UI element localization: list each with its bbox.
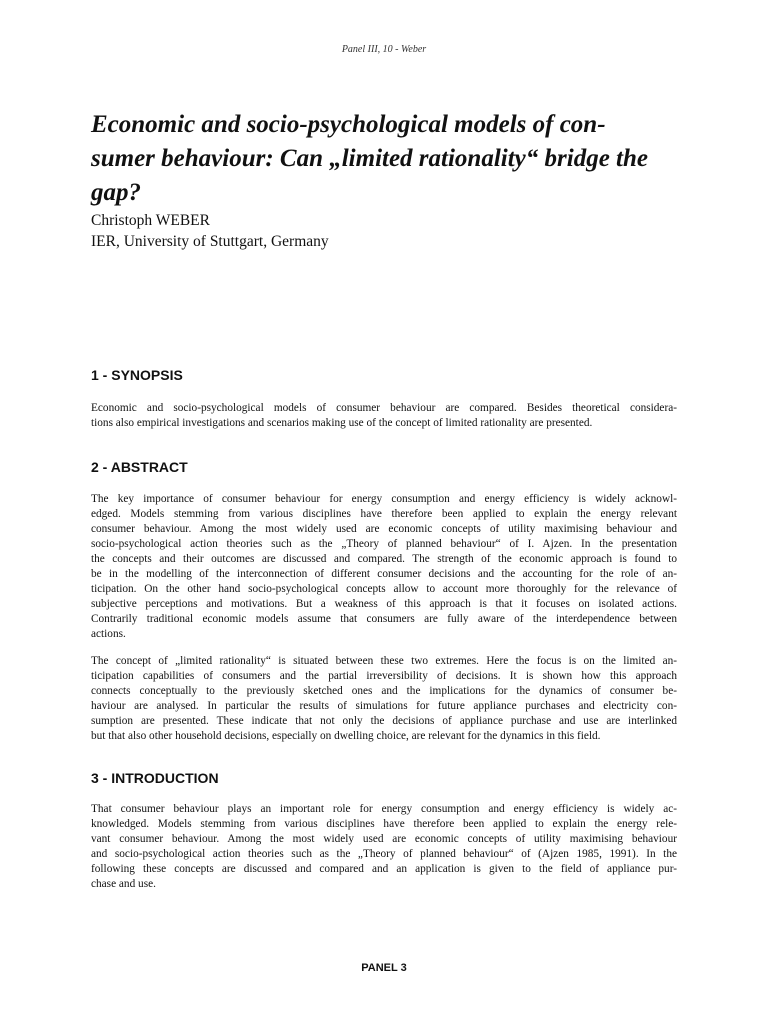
text-line: subjective perceptions and motivations. But a weakness of this approach is that it focuses on isolated actions. xyxy=(91,598,677,610)
text-line: ticipation capabilities of consumers and the partial irreversibility of decisions. It is shown how this approach xyxy=(91,670,677,682)
paragraph-abstract-2 xyxy=(91,654,677,744)
text-line: ticipation. On the other hand socio-psychological concepts allow to account more thoroughly for the relevance of xyxy=(91,583,677,595)
paper-title xyxy=(91,108,681,210)
text-line: haviour are analysed. In particular the results of simulations for future appliance purchases and electricity con- xyxy=(91,700,677,712)
text-line: tions also empirical investigations and scenarios making use of the concept of limited rationality are presented. xyxy=(91,417,593,429)
author-block xyxy=(91,210,329,252)
text-line: and socio-psychological action theories such as the „Theory of planned behaviour“ of (Ajzen 1985, 1991). In the xyxy=(91,848,677,860)
page-footer: PANEL 3 xyxy=(361,962,407,974)
section-heading-abstract: 2 - ABSTRACT xyxy=(91,459,188,475)
text-line: vant consumer behaviour. Among the most widely used are economic concepts of utility maximising behaviour xyxy=(91,833,677,845)
text-line: edged. Models stemming from various disciplines have therefore been applied to explain the energy relevant xyxy=(91,508,677,520)
text-line: That consumer behaviour plays an important role for energy consumption and energy efficiency is widely ac- xyxy=(91,803,677,815)
title-line: gap? xyxy=(91,179,141,206)
text-line: sumption are presented. These indicate that not only the decisions of appliance purchase and use are interlinked xyxy=(91,715,677,727)
title-line: Economic and socio-psychological models of con- xyxy=(91,111,606,138)
text-line: chase and use. xyxy=(91,878,156,890)
paragraph-abstract-1 xyxy=(91,492,677,642)
section-heading-introduction: 3 - INTRODUCTION xyxy=(91,770,219,786)
text-line: socio-psychological action theories such as the „Theory of planned behaviour“ of I. Ajzen. In the presentation xyxy=(91,538,677,550)
author-affiliation: IER, University of Stuttgart, Germany xyxy=(91,233,329,250)
text-line: The concept of „limited rationality“ is situated between these two extremes. Here the focus is on the limited an- xyxy=(91,655,677,667)
text-line: actions. xyxy=(91,628,126,640)
text-line: Contrarily traditional economic models assume that consumers are fully aware of the interdependence between xyxy=(91,613,677,625)
text-line: following these concepts are discussed and compared and an application is given to the field of appliance pur- xyxy=(91,863,677,875)
text-line: knowledged. Models stemming from various disciplines have therefore been applied to explain the energy rele- xyxy=(91,818,677,830)
text-line: The key importance of consumer behaviour for energy consumption and energy efficiency is widely acknowl- xyxy=(91,493,677,505)
paragraph-introduction xyxy=(91,802,677,892)
section-heading-synopsis: 1 - SYNOPSIS xyxy=(91,367,183,383)
text-line: the concepts and their outcomes are discussed and compared. The strength of the economic approach is found to xyxy=(91,553,677,565)
author-name: Christoph WEBER xyxy=(91,212,210,229)
text-line: be in the modelling of the interconnection of different consumer decisions and the accounting for the role of an- xyxy=(91,568,677,580)
text-line: connects conceptually to the previously sketched ones and the implications for the dynamics of consumer be- xyxy=(91,685,677,697)
text-line: but that also other household decisions, especially on dwelling choice, are relevant for the dynamics in this field. xyxy=(91,730,601,742)
paragraph-synopsis xyxy=(91,401,677,431)
title-line: sumer behaviour: Can „limited rationality“ bridge the xyxy=(91,145,648,172)
running-header: Panel III, 10 - Weber xyxy=(341,44,427,55)
text-line: Economic and socio-psychological models of consumer behaviour are compared. Besides theoretical considera- xyxy=(91,402,677,414)
text-line: consumer behaviour. Among the most widely used are economic concepts of utility maximising behaviour and xyxy=(91,523,677,535)
